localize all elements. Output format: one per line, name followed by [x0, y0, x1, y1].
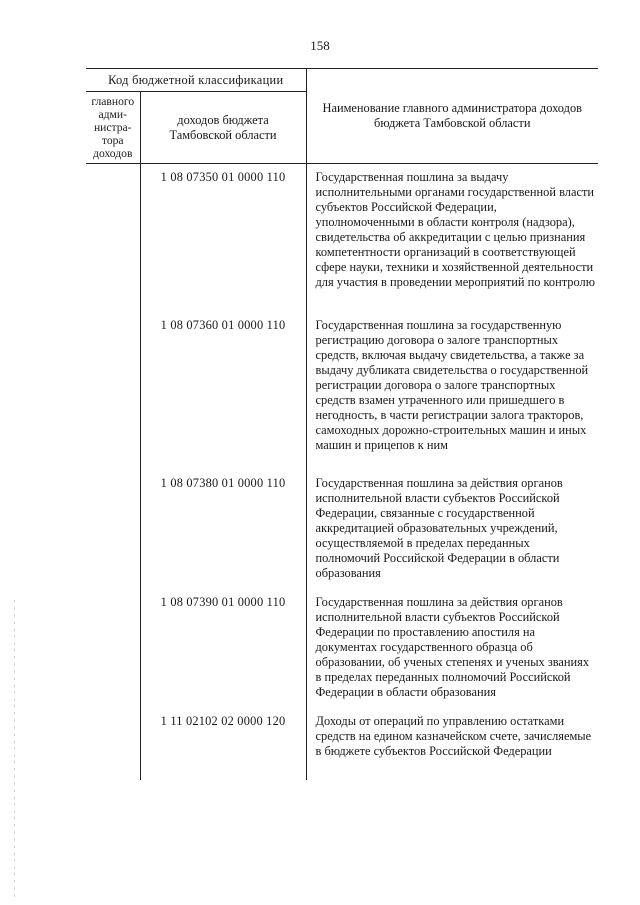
admin-cell [86, 164, 140, 312]
table-row [86, 708, 598, 780]
admin-cell [86, 708, 140, 780]
income-column-header: доходов бюджета Тамбовской области [140, 92, 306, 164]
administrator-name-header: Наименование главного администратора доходов бюджета Тамбовской области [306, 69, 598, 164]
income-name: Государственная пошлина за выдачу исполнительными органами государственной власти субъектов Российской Федерации, уполномоченными в области контроля (надзора), свидетельства об аккредитации с целью признания компетентности организаций в соответствующей сфере науки, техники и хозяйственной деятельности для участия в проведении мероприятий по контролю [315, 170, 595, 289]
admin-cell [86, 470, 140, 589]
table-row [86, 312, 598, 470]
income-name: Государственная пошлина за государственную регистрацию договора о залоге транспортных средств, включая выдачу свидетельства, а также за выдачу дубликата свидетельства о государственной регистрации договора о залоге транспортных средств взамен утраченного или пришедшего в негодность, в части регистрации залога тракторов, самоходных дорожно-строительных машин и иных машин и прицепов к ним [315, 317, 589, 452]
classification-header: Код бюджетной классификации [86, 69, 306, 92]
budget-classification-table [86, 68, 598, 780]
income-code: 1 08 07350 01 0000 110 [140, 164, 306, 312]
income-name: Доходы от операций по управлению остатками средств на едином казначейском счете, зачисляемые в бюджете субъектов Российской Федерации [315, 713, 592, 758]
admin-cell [86, 589, 140, 708]
income-name: Государственная пошлина за действия органов исполнительной власти субъектов Российской Федерации по проставлению апостиля на документах государственного образца об образовании, об ученых степенях и ученых званиях в пределах переданных полномочий Российской Федерации в области образования [315, 594, 590, 699]
table-row [86, 164, 598, 312]
income-code: 1 08 07380 01 0000 110 [140, 470, 306, 589]
income-code: 1 11 02102 02 0000 120 [140, 708, 306, 780]
income-code: 1 08 07360 01 0000 110 [140, 312, 306, 470]
income-code: 1 08 07390 01 0000 110 [140, 589, 306, 708]
scan-edge-mark [14, 600, 15, 900]
table-row [86, 589, 598, 708]
table-row [86, 470, 598, 589]
page-number: 158 [310, 38, 330, 53]
table-header-row [86, 69, 598, 92]
income-name: Государственная пошлина за действия органов исполнительной власти субъектов Российской Федерации, связанные с государственной аккредитацией образовательных учреждений, осуществляемой в пределах переданных полномочий Российской Федерации в области образования [315, 475, 563, 580]
admin-cell [86, 312, 140, 470]
admin-column-header: главного адми- нистра- тора доходов [86, 92, 140, 164]
